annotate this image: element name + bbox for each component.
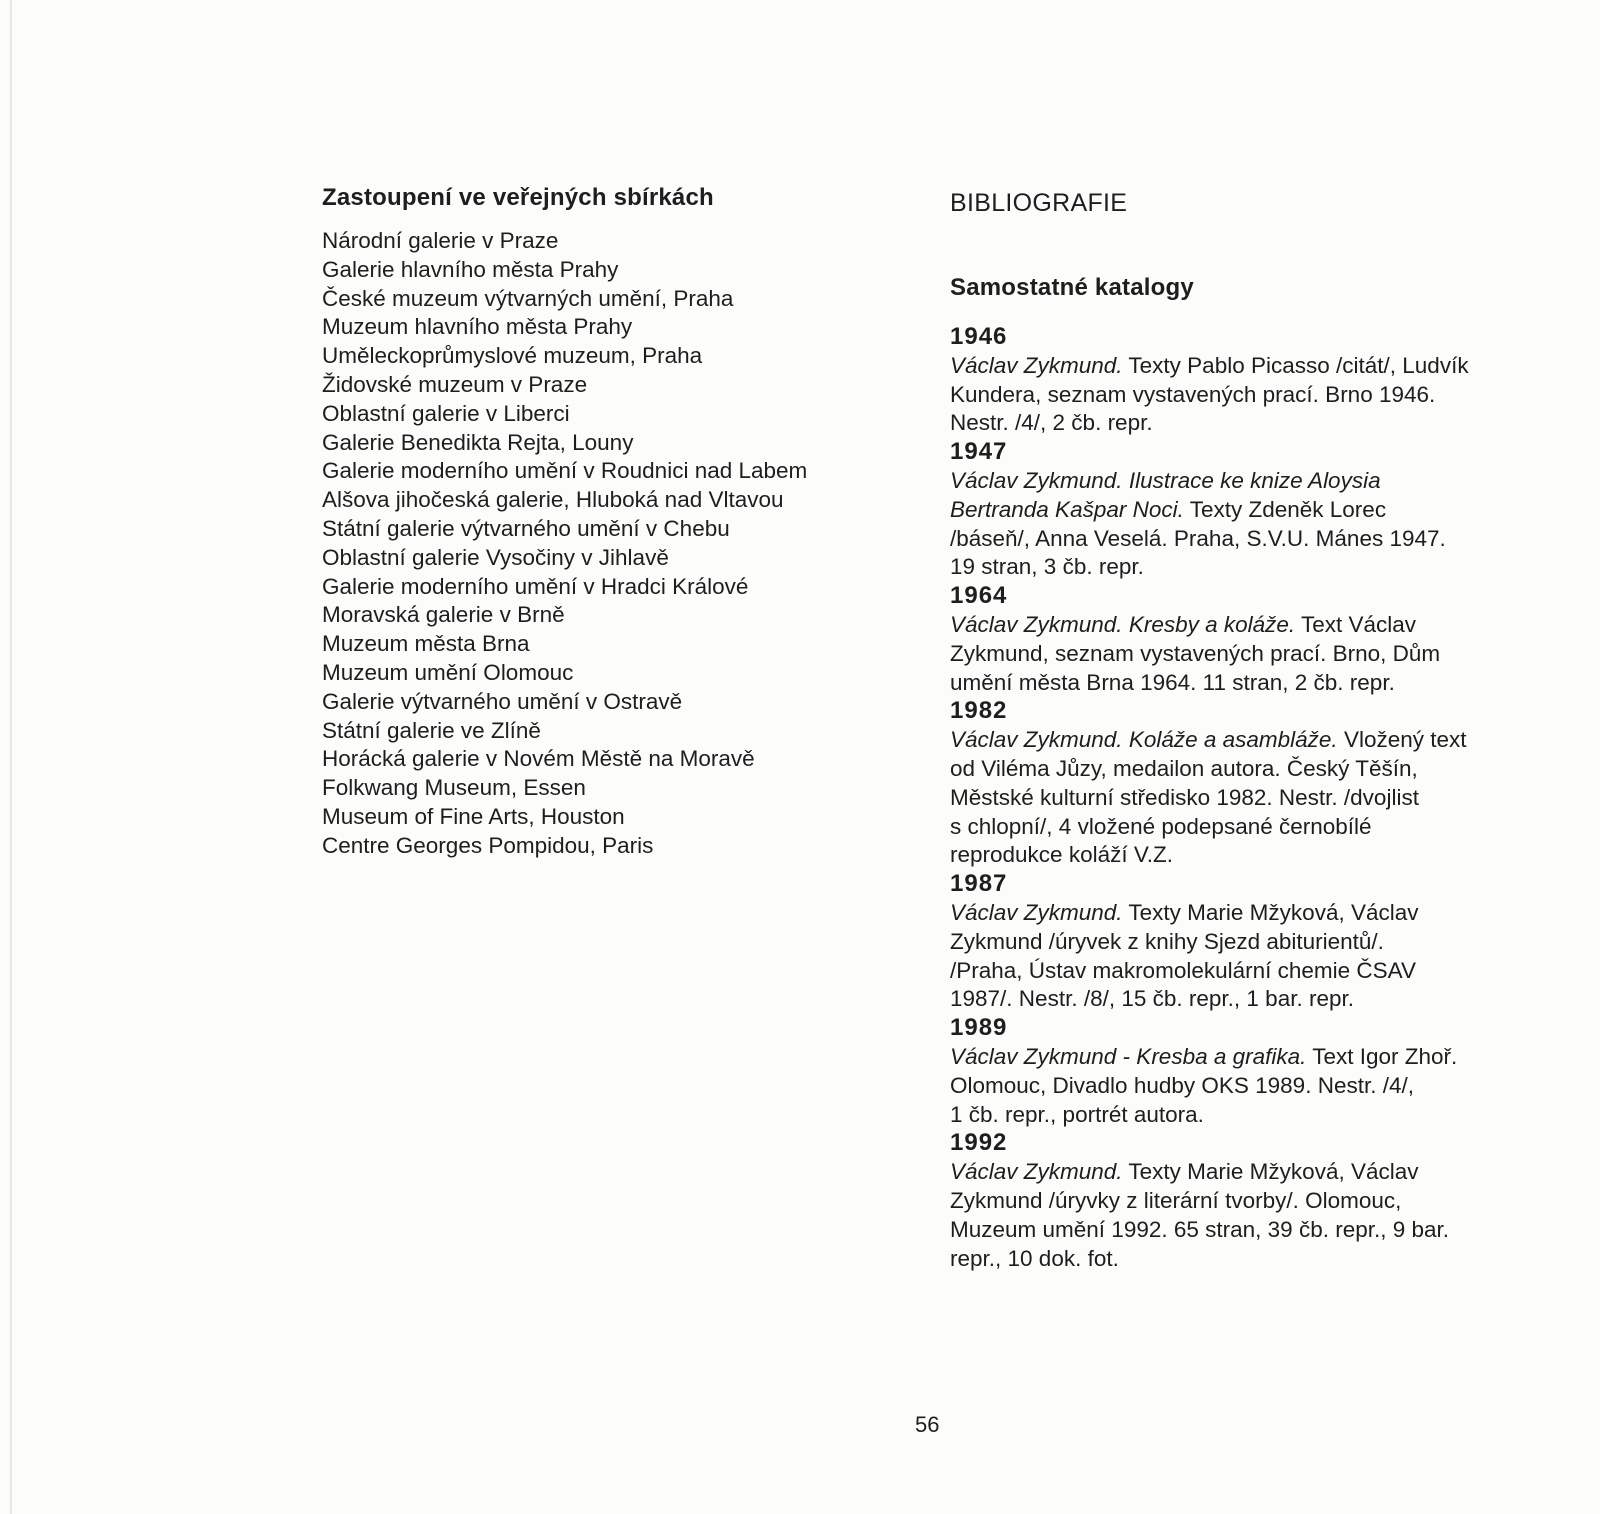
collection-item: Alšova jihočeská galerie, Hluboká nad Vltavou [322, 487, 784, 513]
entry-text: Zykmund /úryvky z literární tvorby/. Olomouc, [950, 1187, 1402, 1213]
entry-line [950, 1216, 1570, 1245]
collection-item: Národní galerie v Praze [322, 228, 559, 253]
collection-item: Židovské muzeum v Praze [322, 371, 588, 397]
entry-line [950, 1245, 1570, 1274]
entry-line [950, 985, 1570, 1014]
entry-text: /báseň/, Anna Veselá. Praha, S.V.U. Mánes 1947. [950, 525, 1446, 551]
entry-text: Texty Pablo Picasso /citát/, Ludvík [1122, 352, 1469, 378]
collections-list [322, 227, 882, 861]
entry-text: Muzeum umění 1992. 65 stran, 39 čb. repr., 9 bar. [950, 1216, 1450, 1242]
entry-text: Text Igor Zhoř. [1306, 1043, 1458, 1069]
collection-item: Státní galerie ve Zlíně [322, 717, 541, 743]
entry-text: umění města Brna 1964. 11 stran, 2 čb. repr. [950, 669, 1395, 695]
collections-column [322, 183, 882, 861]
collection-item: Horácká galerie v Novém Městě na Moravě [322, 746, 755, 772]
catalogue-entry [950, 1014, 1570, 1129]
entry-text: Zykmund, seznam vystavených prací. Brno, Dům [950, 640, 1441, 666]
entry-line [950, 813, 1570, 842]
entry-line [950, 669, 1570, 698]
entry-line [950, 381, 1570, 410]
entry-text: Texty Marie Mžyková, Václav [1122, 1159, 1419, 1185]
catalogue-entry [950, 1129, 1570, 1273]
entry-text: 19 stran, 3 čb. repr. [950, 554, 1144, 580]
page-number: 56 [915, 1412, 940, 1437]
entry-text: Texty Zdeněk Lorec [1183, 496, 1387, 522]
collection-item: Oblastní galerie v Liberci [322, 400, 570, 426]
catalogue-entry [950, 323, 1570, 438]
entry-line [950, 553, 1570, 582]
entry-year: 1989 [950, 1014, 1008, 1042]
entry-title-text: Bertranda Kašpar Noci. [950, 496, 1184, 522]
collection-item: Státní galerie výtvarného umění v Chebu [322, 515, 730, 541]
catalogue-entry [950, 582, 1570, 697]
collection-item: Folkwang Museum, Essen [322, 775, 586, 801]
entry-title-text: Václav Zykmund. Koláže a asambláže. [950, 727, 1338, 753]
entry-line [950, 409, 1570, 438]
entry-text: 1987/. Nestr. /8/, 15 čb. repr., 1 bar. repr. [950, 986, 1354, 1012]
entry-title-text: Václav Zykmund. [950, 352, 1123, 378]
entry-line [950, 928, 1570, 957]
collection-item: Centre Georges Pompidou, Paris [322, 832, 654, 858]
entry-text: Zykmund /úryvek z knihy Sjezd abiturientů/. [950, 928, 1384, 954]
entry-line [950, 1072, 1570, 1101]
entry-line [950, 784, 1570, 813]
entry-line [950, 1187, 1570, 1216]
entry-line [950, 841, 1570, 870]
entry-line [950, 640, 1570, 669]
page-spine-edge [10, 0, 12, 1514]
collection-item: Galerie hlavního města Prahy [322, 256, 619, 282]
collection-item: Muzeum města Brna [322, 631, 530, 657]
entry-title-text: Václav Zykmund. [950, 1159, 1123, 1185]
entry-line [950, 467, 1570, 496]
collection-item: Galerie moderního umění v Roudnici nad Labem [322, 458, 808, 484]
bibliography-column [950, 187, 1570, 1273]
entry-line [950, 525, 1570, 554]
collection-item: Muzeum hlavního města Prahy [322, 314, 633, 340]
entry-year: 1964 [950, 582, 1008, 610]
catalogue-entry [950, 870, 1570, 1014]
entry-text: repr., 10 dok. fot. [950, 1245, 1119, 1271]
collection-item: Galerie Benedikta Rejta, Louny [322, 429, 634, 455]
collection-item: České muzeum výtvarných umění, Praha [322, 285, 734, 311]
entry-line [950, 496, 1570, 525]
collection-item: Museum of Fine Arts, Houston [322, 803, 625, 829]
collection-item: Oblastní galerie Vysočiny v Jihlavě [322, 544, 669, 570]
bibliography-heading: BIBLIOGRAFIE [950, 189, 1128, 217]
section-title-catalogues: Samostatné katalogy [950, 274, 1194, 301]
catalogue-entries [950, 323, 1570, 1273]
entry-text: Olomouc, Divadlo hudby OKS 1989. Nestr. /4/, [950, 1072, 1414, 1098]
entry-line [950, 352, 1570, 381]
entry-year: 1947 [950, 438, 1008, 466]
entry-text: Kundera, seznam vystavených prací. Brno 1946. [950, 381, 1436, 407]
entry-text: od Viléma Jůzy, medailon autora. Český Těšín, [950, 755, 1418, 781]
entry-line [950, 755, 1570, 784]
collection-item: Uměleckoprůmyslové muzeum, Praha [322, 343, 703, 369]
entry-line [950, 1043, 1570, 1072]
entry-text: Vložený text [1337, 727, 1467, 753]
entry-year: 1987 [950, 870, 1008, 898]
entry-line [950, 899, 1570, 928]
catalogue-entry [950, 438, 1570, 582]
entry-text: Texty Marie Mžyková, Václav [1122, 899, 1419, 925]
collection-item: Galerie výtvarného umění v Ostravě [322, 688, 683, 714]
entry-line [950, 611, 1570, 640]
entry-title-text: Václav Zykmund. Ilustrace ke knize Aloysia [950, 467, 1381, 493]
entry-text: Text Václav [1295, 611, 1417, 637]
entry-year: 1946 [950, 323, 1008, 350]
entry-text: /Praha, Ústav makromolekulární chemie ČSAV [950, 957, 1417, 983]
entry-text: 1 čb. repr., portrét autora. [950, 1101, 1204, 1127]
entry-line [950, 1101, 1570, 1130]
entry-line [950, 957, 1570, 986]
collection-item: Galerie moderního umění v Hradci Králové [322, 573, 749, 599]
entry-line [950, 726, 1570, 755]
entry-text: reprodukce koláží V.Z. [950, 842, 1174, 868]
entry-text: Nestr. /4/, 2 čb. repr. [950, 410, 1153, 436]
entry-text: s chlopní/, 4 vložené podepsané černobílé [950, 813, 1372, 839]
entry-line [950, 1158, 1570, 1187]
entry-title-text: Václav Zykmund. Kresby a koláže. [950, 611, 1296, 637]
entry-year: 1982 [950, 697, 1008, 725]
entry-title-text: Václav Zykmund. [950, 899, 1123, 925]
collection-item: Moravská galerie v Brně [322, 602, 565, 628]
entry-text: Městské kulturní středisko 1982. Nestr. /dvojlist [950, 784, 1419, 810]
entry-title-text: Václav Zykmund - Kresba a grafika. [950, 1043, 1307, 1069]
collections-heading: Zastoupení ve veřejných sbírkách [322, 184, 714, 211]
catalogue-entry [950, 697, 1570, 870]
entry-year: 1992 [950, 1129, 1008, 1157]
collection-item: Muzeum umění Olomouc [322, 659, 574, 685]
